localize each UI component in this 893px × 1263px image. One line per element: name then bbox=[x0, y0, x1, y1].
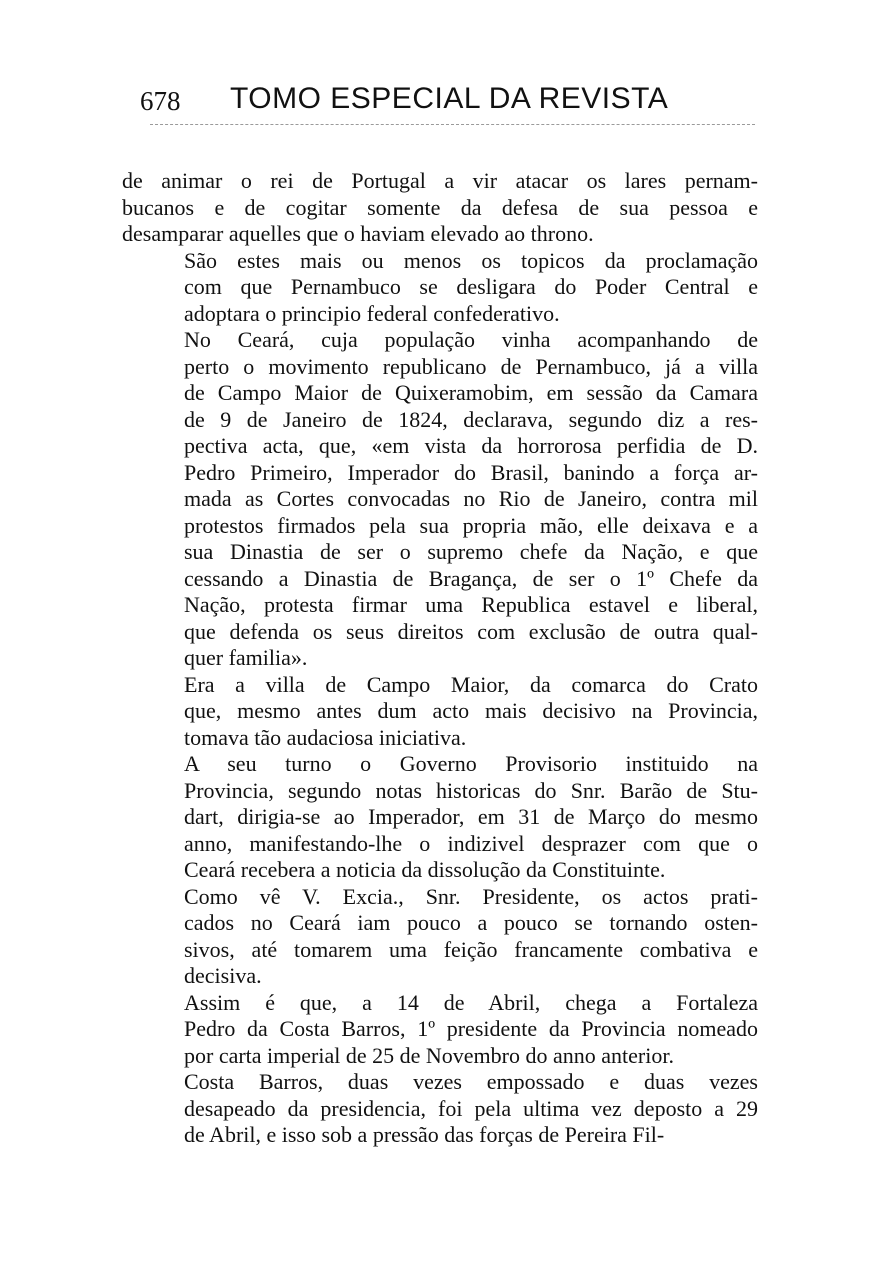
text-line: Ceará recebera a noticia da dissolução da Constituinte. bbox=[184, 857, 666, 882]
text-line: Era a villa de Campo Maior, da comarca do Crato bbox=[184, 671, 758, 697]
text-line: cados no Ceará iam pouco a pouco se tornando osten- bbox=[184, 910, 758, 935]
text-line: mada as Cortes convocadas no Rio de Janeiro, contra mil bbox=[184, 486, 758, 511]
text-line: No Ceará, cuja população vinha acompanhando de bbox=[184, 327, 758, 352]
header-rule bbox=[150, 124, 755, 125]
text-line: por carta imperial de 25 de Novembro do anno anterior. bbox=[184, 1042, 674, 1068]
paragraph bbox=[122, 884, 758, 990]
page-header bbox=[140, 82, 760, 134]
text-line: quer familia». bbox=[184, 645, 308, 670]
text-line: de Campo Maior de Quixeramobim, em sessão da Camara bbox=[184, 380, 758, 405]
text-line: desamparar aquelles que o haviam elevado ao throno. bbox=[122, 221, 594, 246]
text-line: pectiva acta, que, «em vista da horrorosa perfidia de D. bbox=[184, 433, 758, 458]
text-line: que defenda os seus direitos com exclusão de outra qual- bbox=[184, 618, 758, 644]
paragraph bbox=[122, 1069, 758, 1149]
running-title: TOMO ESPECIAL DA REVISTA bbox=[230, 82, 669, 115]
text-line: de 9 de Janeiro de 1824, declarava, segundo diz a res- bbox=[184, 406, 758, 432]
text-line: Pedro Primeiro, Imperador do Brasil, banindo a força ar- bbox=[184, 459, 758, 485]
text-line: desapeado da presidencia, foi pela ultima vez deposto a 29 bbox=[184, 1095, 758, 1121]
text-line: tomava tão audaciosa iniciativa. bbox=[184, 724, 467, 750]
text-line: A seu turno o Governo Provisorio instituido na bbox=[184, 751, 758, 776]
paragraph bbox=[122, 672, 758, 752]
text-line: Como vê V. Excia., Snr. Presidente, os actos prati- bbox=[184, 883, 758, 909]
text-line: perto o movimento republicano de Pernambuco, já a villa bbox=[184, 353, 758, 379]
text-line: cessando a Dinastia de Bragança, de ser o 1º Chefe da bbox=[184, 565, 758, 591]
page-number: 678 bbox=[140, 86, 181, 116]
text-line: Costa Barros, duas vezes empossado e duas vezes bbox=[184, 1069, 758, 1094]
paragraph bbox=[122, 751, 758, 884]
text-line: Pedro da Costa Barros, 1º presidente da Provincia nomeado bbox=[184, 1016, 758, 1041]
text-line: São estes mais ou menos os topicos da proclamação bbox=[184, 247, 758, 273]
text-line: de animar o rei de Portugal a vir atacar os lares pernam- bbox=[122, 168, 758, 193]
text-line: anno, manifestando-lhe o indizivel desprazer com que o bbox=[184, 830, 758, 856]
text-line: bucanos e de cogitar somente da defesa de sua pessoa e bbox=[122, 194, 758, 220]
paragraph bbox=[122, 990, 758, 1070]
text-line: Nação, protesta firmar uma Republica estavel e liberal, bbox=[184, 592, 758, 617]
text-line: Assim é que, a 14 de Abril, chega a Fortaleza bbox=[184, 989, 758, 1015]
paragraph bbox=[122, 168, 758, 248]
text-line: dart, dirigia-se ao Imperador, em 31 de Março do mesmo bbox=[184, 804, 758, 829]
text-line: protestos firmados pela sua propria mão, elle deixava e a bbox=[184, 512, 758, 538]
text-line: de Abril, e isso sob a pressão das forças de Pereira Fil- bbox=[184, 1122, 665, 1147]
body-text bbox=[122, 168, 758, 1149]
text-line: com que Pernambuco se desligara do Poder Central e bbox=[184, 274, 758, 299]
paragraph bbox=[122, 327, 758, 672]
text-line: adoptara o principio federal confederativo. bbox=[184, 300, 560, 326]
text-line: que, mesmo antes dum acto mais decisivo na Provincia, bbox=[184, 698, 758, 723]
text-line: sivos, até tomarem uma feição francamente combativa e bbox=[184, 936, 758, 962]
text-line: decisiva. bbox=[184, 963, 262, 988]
paragraph bbox=[122, 248, 758, 328]
text-line: Provincia, segundo notas historicas do Snr. Barão de Stu- bbox=[184, 777, 758, 803]
text-line: sua Dinastia de ser o supremo chefe da Nação, e que bbox=[184, 539, 758, 564]
